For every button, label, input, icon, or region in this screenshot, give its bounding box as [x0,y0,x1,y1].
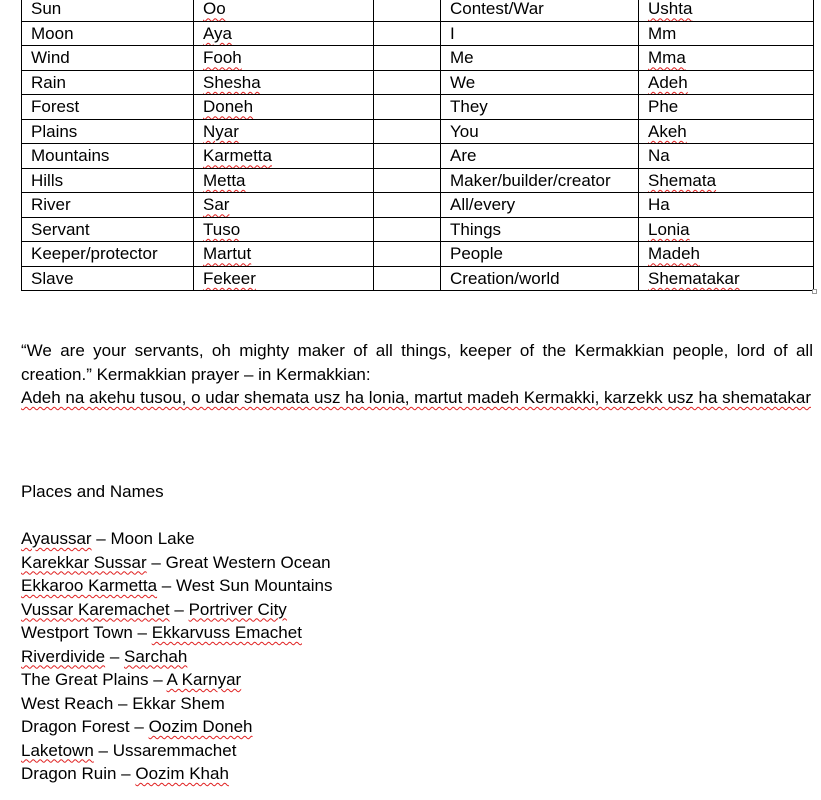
cell-text: Servant [31,219,90,239]
cell-text: Slave [31,268,74,288]
table-row [22,70,814,95]
cell-text: Hills [31,170,64,190]
place-translation: A Karnyar [166,670,242,689]
english-word-cell [441,46,639,71]
cell-text: Ushta [648,0,693,19]
english-word-cell [441,21,639,46]
cell-text: Things [450,219,502,239]
places-list [21,527,333,786]
cell-text: Keeper/protector [31,244,158,264]
place-name: The Great Plains [21,670,149,689]
cell-text: Shematakar [648,268,740,288]
english-word-cell [22,46,194,71]
kermakkian-word-cell [194,242,374,267]
table-resize-handle[interactable] [812,289,817,294]
kermakkian-word-cell [194,217,374,242]
english-word-cell [441,168,639,193]
prayer-section [21,339,813,410]
cell-text: Karmetta [203,146,272,166]
spacer-cell [374,119,441,144]
table-row [22,242,814,267]
kermakkian-word-cell [639,21,814,46]
place-translation: Sarchah [124,646,188,666]
cell-text: Martut [203,244,252,264]
place-name: Dragon Ruin [21,764,117,783]
place-name: Dragon Forest [21,717,130,736]
spacer-cell [374,144,441,169]
table-row [22,95,814,120]
table-row [22,21,814,46]
spacer-cell [374,46,441,71]
cell-text: Sar [203,195,230,215]
english-word-cell [22,21,194,46]
english-word-cell [22,168,194,193]
kermakkian-word-cell [194,168,374,193]
cell-text: Contest/War [450,0,544,19]
kermakkian-word-cell [639,242,814,267]
cell-text: Oo [203,0,226,19]
place-translation: Ussaremmachet [112,740,237,760]
place-translation: Ekkarvuss Emachet [151,623,302,642]
place-translation: Ekkar Shem [132,693,225,713]
cell-text: I [450,23,455,43]
place-entry: Riverdivide – Sarchah [21,646,188,666]
place-entry: Westport Town – Ekkarvuss Emachet [21,623,302,642]
cell-text: Mma [648,48,686,68]
table-row [22,46,814,71]
english-word-cell [441,70,639,95]
cell-text: River [31,195,71,215]
prayer-english: “We are your servants, oh mighty maker of all things, keeper of the Kermakkian people, lord of all creation.” Kermakkian prayer – in Kermakkian: [21,341,813,384]
kermakkian-word-cell [639,168,814,193]
cell-text: We [450,72,476,92]
kermakkian-word-cell [194,95,374,120]
place-translation: West Sun Mountains [175,576,333,595]
place-translation: Moon Lake [110,529,195,548]
place-entry: Vussar Karemachet – Portriver City [21,599,287,619]
vocabulary-table [21,0,814,291]
english-word-cell [441,217,639,242]
place-entry: Ayaussar – Moon Lake [21,529,195,548]
table-row [22,144,814,169]
places-heading: Places and Names [21,482,164,501]
place-translation: Portriver City [188,599,287,619]
table-row [22,119,814,144]
cell-text: Madeh [648,244,700,264]
cell-text: People [450,244,503,264]
kermakkian-word-cell [639,193,814,218]
cell-text: Shemata [648,170,717,190]
place-translation: Oozim Doneh [148,717,253,736]
spacer-cell [374,95,441,120]
kermakkian-word-cell [194,46,374,71]
table-row [22,217,814,242]
english-word-cell [441,0,639,21]
kermakkian-word-cell [194,21,374,46]
english-word-cell [22,144,194,169]
cell-text: Rain [31,72,66,92]
place-translation: Great Western Ocean [165,552,331,572]
place-name: Westport Town [21,623,133,642]
english-word-cell [22,217,194,242]
english-word-cell [22,0,194,21]
spacer-cell [374,266,441,291]
place-entry: West Reach – Ekkar Shem [21,693,225,713]
cell-text: Sun [31,0,62,19]
cell-text: Wind [31,48,70,68]
cell-text: Ha [648,195,670,215]
cell-text: Moon [31,23,74,43]
cell-text: Plains [31,121,78,141]
place-entry: The Great Plains – A Karnyar [21,670,242,689]
table-row [22,193,814,218]
spacer-cell [374,168,441,193]
english-word-cell [441,119,639,144]
kermakkian-word-cell [639,217,814,242]
cell-text: Tuso [203,219,241,239]
cell-text: Me [450,48,474,68]
cell-text: Are [450,146,477,166]
place-entry: Dragon Forest – Oozim Doneh [21,717,253,736]
kermakkian-word-cell [639,144,814,169]
spacer-cell [374,242,441,267]
table-row [22,168,814,193]
cell-text: Mm [648,23,677,43]
kermakkian-word-cell [194,0,374,21]
english-word-cell [22,95,194,120]
spacer-cell [374,193,441,218]
cell-text: Na [648,146,670,166]
cell-text: Forest [31,97,80,117]
kermakkian-word-cell [639,95,814,120]
prayer-kermakkian-text: Adeh na akehu tusou, o udar shemata usz ha lonia, martut madeh Kermakki, karzekk usz ha shematakar [21,388,811,407]
cell-text: Phe [648,97,679,117]
spacer-cell [374,21,441,46]
kermakkian-word-cell [194,119,374,144]
place-entry: Dragon Ruin – Oozim Khah [21,764,229,783]
spacer-cell [374,70,441,95]
cell-text: Doneh [203,97,254,117]
kermakkian-word-cell [639,46,814,71]
place-name: Ekkaroo Karmetta [21,576,158,595]
place-entry: Ekkaroo Karmetta – West Sun Mountains [21,576,333,595]
prayer-kermakkian [21,386,813,410]
kermakkian-word-cell [194,193,374,218]
english-word-cell [22,242,194,267]
vocabulary-table-body [22,0,814,291]
english-word-cell [441,242,639,267]
place-name: Karekkar Sussar [21,552,147,572]
cell-text: Shesha [203,72,261,92]
english-word-cell [441,266,639,291]
cell-text: Lonia [648,219,690,239]
english-word-cell [441,193,639,218]
english-word-cell [22,266,194,291]
table-row [22,266,814,291]
cell-text: Fekeer [203,268,256,288]
cell-text: Maker/builder/creator [450,170,611,190]
place-entry: Karekkar Sussar – Great Western Ocean [21,552,331,572]
english-word-cell [22,70,194,95]
kermakkian-word-cell [639,266,814,291]
cell-text: All/every [450,195,516,215]
english-word-cell [441,95,639,120]
cell-text: Adeh [648,72,688,92]
cell-text: They [450,97,488,117]
kermakkian-word-cell [194,70,374,95]
place-name: West Reach [21,693,114,713]
english-word-cell [22,119,194,144]
cell-text: Aya [203,23,232,43]
place-entry: Laketown – Ussaremmachet [21,740,237,760]
spacer-cell [374,0,441,21]
place-name: Vussar Karemachet [21,599,170,619]
cell-text: Mountains [31,146,110,166]
place-translation: Oozim Khah [135,764,229,783]
cell-text: Creation/world [450,268,560,288]
cell-text: Akeh [648,121,687,141]
kermakkian-word-cell [639,0,814,21]
place-name: Ayaussar [21,529,92,548]
kermakkian-word-cell [639,70,814,95]
cell-text: You [450,121,479,141]
cell-text: Metta [203,170,246,190]
place-name: Riverdivide [21,646,106,666]
english-word-cell [441,144,639,169]
table-row [22,0,814,21]
cell-text: Fooh [203,48,242,68]
cell-text: Nyar [203,121,239,141]
kermakkian-word-cell [194,144,374,169]
kermakkian-word-cell [639,119,814,144]
english-word-cell [22,193,194,218]
spacer-cell [374,217,441,242]
place-name: Laketown [21,740,94,760]
kermakkian-word-cell [194,266,374,291]
